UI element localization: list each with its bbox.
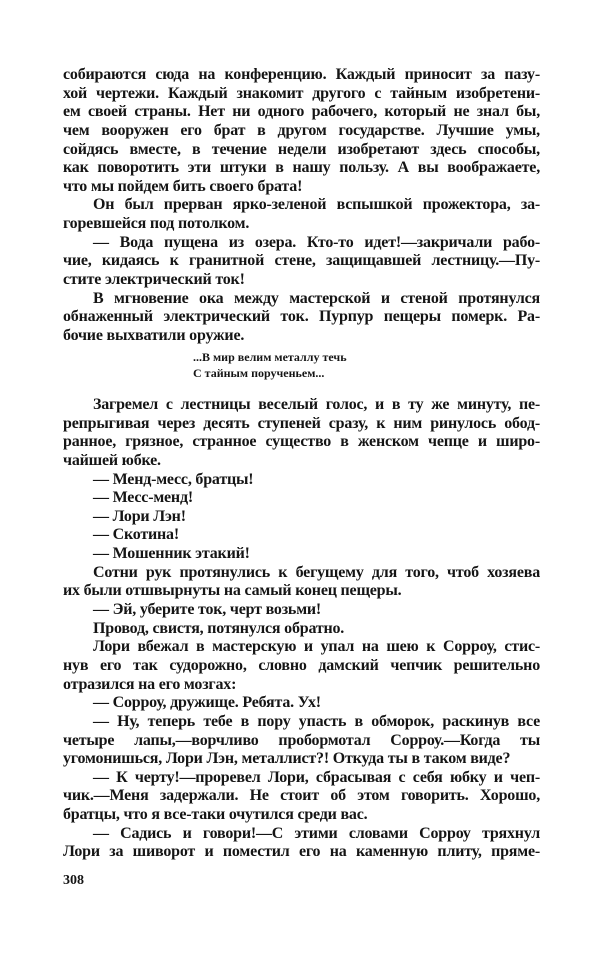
text-line: угомонишься, Лори Лэн, металлист?! Откуда ты в таком виде?: [63, 750, 511, 768]
text-line: В мгновение ока между мастерской и стеной протянулся: [93, 289, 540, 307]
text-line: четыре лапы,—ворчливо пробормотал Сорроу.—Когда ты: [63, 731, 540, 749]
paragraph: [63, 290, 540, 346]
text-line: — Садись и говори!—С этими словами Сорроу тряхнул: [93, 824, 540, 842]
paragraph: [63, 638, 540, 694]
paragraph: [63, 825, 540, 862]
text-line: — Месс-менд!: [93, 489, 193, 507]
text-line: обнаженный электрический ток. Пурпур пещеры померк. Ра-: [63, 308, 540, 326]
text-line: хой чертежи. Каждый знакомит другого с тайным изобретени-: [63, 84, 540, 102]
text-line: стите электрический ток!: [63, 271, 245, 289]
text-line: нув его так судорожно, словно дамский чепчик решительно: [63, 656, 540, 674]
paragraph: [63, 694, 540, 713]
paragraph: [63, 66, 540, 196]
text-line: чие, кидаясь к гранитной стене, защищавшей лестницу.—Пу-: [63, 252, 540, 270]
text-line: — Вода пущена из озера. Кто-то идет!—закричали рабо-: [93, 233, 540, 251]
paragraph: [63, 234, 540, 290]
text-line: чик.—Меня задержали. Не стоит об этом говорить. Хорошо,: [63, 787, 540, 805]
poem-line: С тайным порученьем...: [193, 366, 325, 380]
paragraph: [63, 620, 540, 639]
text-line: отразился на его мозгах:: [63, 675, 237, 693]
text-line: чем вооружен его брат в другом государстве. Лучшие умы,: [63, 121, 540, 139]
text-line: бочие выхватили оружие.: [63, 326, 245, 344]
text-line: Лори за шиворот и поместил его на каменную плиту, пряме-: [63, 843, 540, 861]
text-line: сойдясь вместе, в течение недели изобретают здесь способы,: [63, 140, 540, 158]
text-line: Сотни рук протянулись к бегущему для того, чтоб хозяева: [93, 563, 540, 581]
text-section-bottom: [63, 396, 540, 862]
paragraph: [63, 396, 540, 471]
text-line: горевшейся под потолком.: [63, 215, 250, 233]
paragraph: [63, 601, 540, 620]
text-line: их были отшвырнуты на самый конец пещеры.: [63, 582, 402, 600]
paragraph: [63, 196, 540, 233]
paragraph: [63, 471, 540, 490]
text-line: что мы пойдем бить своего брата!: [63, 177, 303, 195]
text-section-top: [63, 66, 540, 346]
text-line: ем своей страны. Нет ни одного рабочего, который не знал бы,: [63, 103, 540, 121]
text-line: ранное, грязное, странное существо в женском чепце и широ-: [63, 433, 540, 451]
text-line: чайшей юбке.: [63, 451, 161, 469]
text-line: Провод, свистя, потянулся обратно.: [93, 619, 345, 637]
text-line: — К черту!—проревел Лори, сбрасывая с себя юбку и чеп-: [93, 768, 540, 786]
text-line: — Сорроу, дружище. Ребята. Ух!: [93, 694, 321, 712]
paragraph: [63, 489, 540, 508]
text-line: — Ну, теперь тебе в пору упасть в обморок, раскинув все: [93, 712, 540, 730]
text-line: — Эй, уберите ток, черт возьми!: [93, 601, 322, 619]
page-number: 308: [63, 873, 84, 888]
paragraph: [63, 526, 540, 545]
text-line: как поворотить эти штуки в нашу пользу. А вы воображаете,: [63, 159, 540, 177]
paragraph: [63, 564, 540, 601]
paragraph: [63, 545, 540, 564]
text-line: — Скотина!: [93, 526, 179, 544]
text-line: — Мошенник этакий!: [93, 545, 250, 563]
poem-line: ...В мир велим металлу течь: [193, 350, 347, 364]
paragraph: [63, 769, 540, 825]
text-line: Он был прерван ярко-зеленой вспышкой прожектора, за-: [93, 196, 540, 214]
text-line: Лори вбежал в мастерскую и упал на шею к Сорроу, стис-: [93, 638, 540, 656]
poem-epigraph: [193, 349, 493, 381]
text-line: — Менд-месс, братцы!: [93, 470, 254, 488]
paragraph: [63, 508, 540, 527]
text-line: братцы, что я все-таки очутился среди вас.: [63, 806, 368, 824]
text-line: — Лори Лэн!: [93, 507, 186, 525]
text-line: собираются сюда на конференцию. Каждый приносит за пазу-: [63, 66, 540, 83]
paragraph: [63, 713, 540, 769]
text-line: Загремел с лестницы веселый голос, и в ту же минуту, пе-: [93, 396, 540, 413]
text-line: репрыгивая через десять ступеней сразу, к ним ринулось обод-: [63, 414, 540, 432]
